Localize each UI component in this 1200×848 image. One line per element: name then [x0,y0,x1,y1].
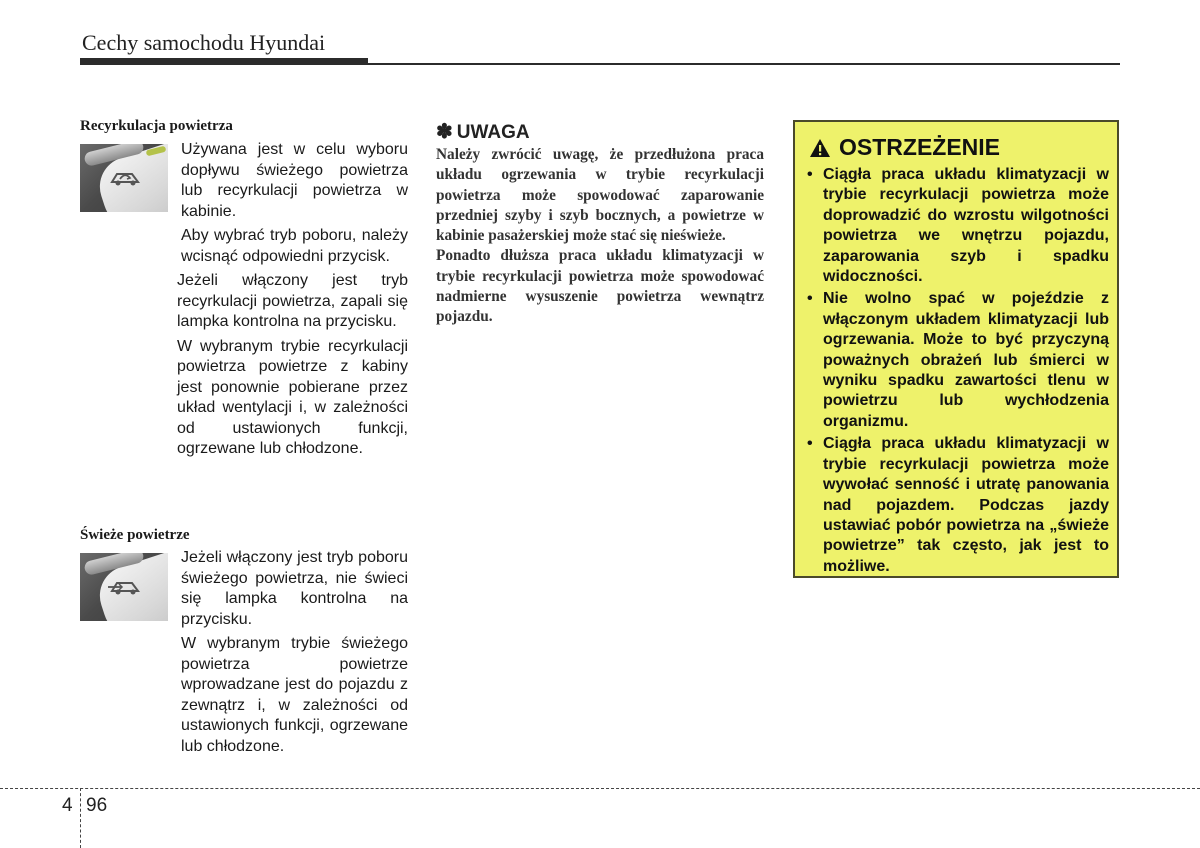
footer-divider [80,788,81,848]
recirculation-button-icon [80,144,168,212]
note-paragraph: Ponadto dłuższa praca układu klimatyzacji w trybie recyrkulacji powietrza może spowodować nadmierne wysuszenie powietrza wewnątrz pojazdu. [436,247,764,326]
bullet: • [807,166,813,183]
warning-item-text: Ciągła praca układu klimatyzacji w trybie recyrkulacji powietrza może wywołać senność i utratę panowania nad pojazdem. Podczas jazdy ustawiać pobór powietrza na „świeże powietrze” tak często, jak jest to możliwe. [823,435,1109,575]
fresh-air-heading: Świeże powietrze [80,527,190,543]
fresh-air-text [181,548,408,761]
warning-item-text: Nie wolno spać w pojeździe z włączonym układem klimatyzacji lub ogrzewania. Może to być przyczyną poważnych obrażeń lub śmierci w wyniku spadku zawartości tlenu w powietrzu lub wychłodzenia organizmu. [823,290,1109,430]
warning-item [807,165,1109,287]
recirculation-paragraph: Jeżeli włączony jest tryb recyrkulacji powietrza, zapali się lampka kontrolna na przycisku. [177,272,408,330]
recirculation-paragraph: Używana jest w celu wyboru dopływu świeżego powietrza lub recyrkulacji powietrza w kabinie. [181,141,408,220]
note-heading [436,119,530,144]
recirculation-text [177,140,408,464]
warning-item-text: Ciągła praca układu klimatyzacji w trybie recyrkulacji powietrza może doprowadzić do wzrostu wilgotności powietrza we wnętrzu pojazdu, zaparowania szyb i spadku widoczności. [823,166,1109,286]
warning-box [793,120,1119,578]
header-bar [80,58,368,65]
bullet: • [807,435,813,453]
recirculation-heading: Recyrkulacja powietrza [80,118,233,134]
warning-list [807,165,1109,579]
warning-item [807,289,1109,432]
chapter-number: 4 [62,795,73,816]
recirculation-paragraph: Aby wybrać tryb poboru, należy wcisnąć odpowiedni przycisk. [181,227,408,265]
fresh-air-paragraph: W wybranym trybie świeżego powietrza powietrze wprowadzane jest do pojazdu z zewnątrz i, w zależności od ustawionych funkcji, ogrzewane lub chłodzone. [181,635,408,755]
note-paragraph: Należy zwrócić uwagę, że przedłużona praca układu ogrzewania w trybie recyrkulacji powietrza może spowodować zaparowanie przedniej szyby i szyb bocznych, a powietrze w kabinie pasażerskiej może stać się nieświeże. [436,146,764,245]
warning-item [807,434,1109,577]
fresh-air-paragraph: Jeżeli włączony jest tryb poboru świeżego powietrza, nie świeci się lampka kontrolna na przycisku. [181,549,408,628]
fresh-air-button-icon [80,553,168,621]
footer-rule [0,788,1200,789]
header-rule [368,63,1120,65]
note-asterisk-icon: ✽ [436,121,453,143]
page-number: 96 [86,795,108,816]
note-body [436,145,764,328]
warning-heading-label: OSTRZEŻENIE [839,134,1001,160]
bullet: • [807,290,813,308]
warning-heading [809,134,1000,161]
warning-triangle-icon [809,138,831,158]
page-header-title: Cechy samochodu Hyundai [82,30,326,55]
note-heading-label: UWAGA [456,122,530,143]
recirculation-paragraph: W wybranym trybie recyrkulacji powietrza powietrze z kabiny jest ponownie pobierane przez układ wentylacji i, w zależności od ustawionych funkcji, ogrzewane lub chłodzone. [177,337,408,457]
